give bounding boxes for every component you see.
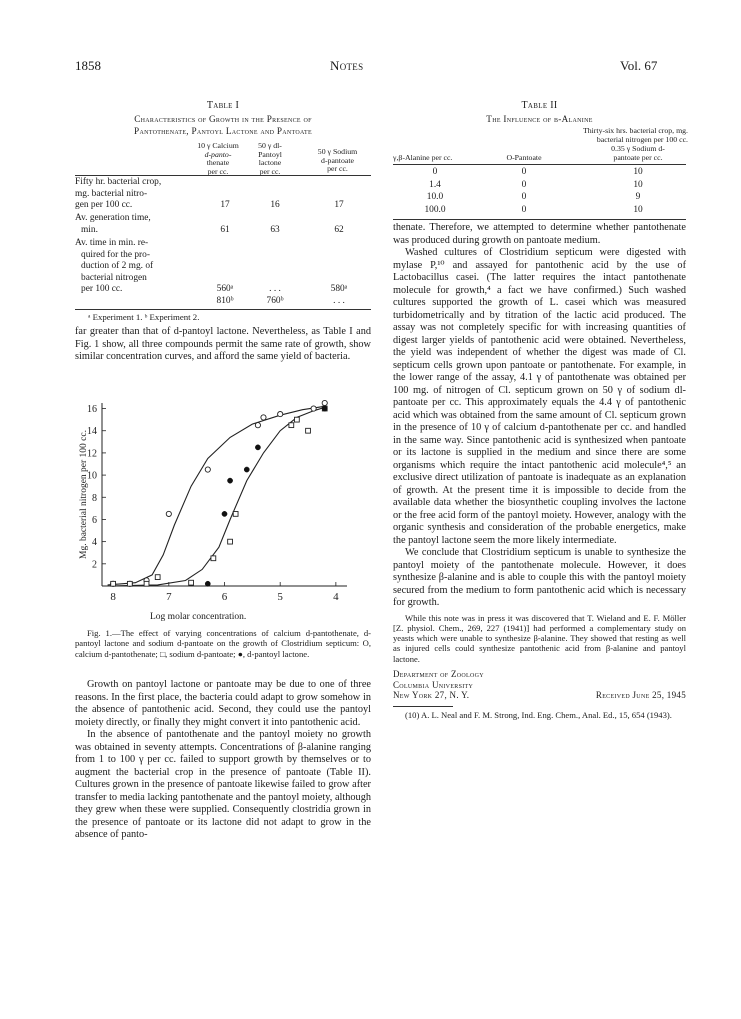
header-line: pantoate per cc. [613, 152, 663, 162]
table-2-col-header: O-Pantoate [506, 153, 542, 162]
table-2-cell: 0 [521, 204, 527, 215]
table-1-col-header [188, 142, 248, 176]
table-2-cell: 0 [521, 179, 527, 190]
label-line: mg. bacterial nitro- [75, 188, 148, 199]
affiliation-line: Columbia University [393, 679, 474, 690]
table-1-row-label [75, 213, 151, 236]
paragraph-text: We conclude that Clostridium septicum is unable to synthesize the pantoyl moiety of the pantothenate molecule. However, it does synthesize β-alanine and is able to couple this with the pantoyl moiety secured from the medium to form pantothenic acid which is necessary for growth. [393, 547, 686, 608]
table-1-title [75, 113, 371, 137]
header-line: 10 γ Calcium [197, 141, 239, 150]
running-head: Notes [330, 58, 364, 73]
label-line: per 100 cc. [81, 284, 123, 294]
point-pantoyl-lactone [244, 467, 249, 472]
label-line: Fifty hr. bacterial crop, [75, 177, 162, 187]
received-date: Received June 25, 1945 [595, 689, 686, 700]
point-pantoate [228, 539, 233, 544]
header-line: per cc. [207, 166, 229, 176]
table-rule [75, 309, 371, 310]
affiliation-line: Department of Zoology [393, 668, 484, 679]
x-tick-label: 4 [333, 591, 339, 603]
label-line: Av. generation time, [75, 213, 151, 223]
header-line: thenate [206, 158, 230, 168]
table-1-cell: 63 [270, 225, 280, 235]
table-1-cell: 580ᵃ [330, 284, 348, 294]
x-tick-label: 5 [277, 591, 283, 603]
header-line: per cc. [327, 164, 348, 174]
y-tick-label: 16 [87, 404, 97, 416]
figure-1-chart [72, 398, 372, 630]
table-2-cell: 100.0 [424, 204, 446, 215]
table-1-cell: 560ᵃ [216, 284, 234, 294]
point-pantoate [155, 575, 160, 580]
left-paragraph-1 [75, 326, 371, 364]
point-pantoate [306, 428, 311, 433]
header-line: per cc. [259, 166, 281, 176]
left-paragraph-2 [75, 679, 371, 842]
y-tick-label: 8 [92, 492, 97, 504]
table-2-cell: 1.4 [429, 179, 441, 190]
label-line: min. [81, 224, 98, 235]
y-tick-label: 4 [92, 537, 97, 549]
paragraph-text: In the absence of pantothenate and the pantoyl moiety no growth was obtained in seventy attempts. Concentrations of β-alanine ranging from 1 to 100 γ per cc. failed to support growth by themselves or to augment the bacterial crop in the presence of pantoate (Table II). Cultures grown in the presence of pantoate likewise failed to grow after transfer to media lacking pantothenate and the pantoyl moiety, although they grew when these were supplied. Consequently clostridia grown in the presence of pantoate or its lactone did not adapt to grow in the absence of panto- [75, 729, 371, 840]
point-pantoyl-lactone [255, 445, 260, 450]
affiliation [393, 669, 686, 701]
table-1-row-label [75, 238, 153, 296]
table-rule [393, 219, 686, 220]
point-pantothenate [166, 511, 171, 516]
table-1-cell: 17 [220, 200, 230, 210]
table-1-row-label [75, 177, 161, 212]
table-2-cell: 0 [521, 167, 527, 177]
note-text: While this note was in press it was discovered that T. Wieland and E. F. Möller [Z. physiol. Chem., 269, 227 (1941)] had performed a complementary study on yeasts which were unable to synthesize β-alanine. They showed that resting as well as injured cells could synthesize pantothenic acid from β-alanine and pantoyl lactone. [393, 612, 686, 664]
table-1-cell: 17 [334, 200, 344, 210]
caption-text: Fig. 1.—The effect of varying concentrations of calcium d-pantothenate, d-pantoyl lactone and sodium d-pantoate on the growth of Clostridium septicum: O, calcium d-pantothenate; □, sodium d-pantoate; ●, d-pantoyl lactone. [75, 628, 371, 659]
point-pantoate [294, 417, 299, 422]
label-line: duction of 2 mg. of [81, 261, 154, 271]
page-number: 1858 [75, 58, 101, 73]
x-tick-label: 7 [166, 591, 172, 603]
x-tick-label: 6 [221, 591, 228, 603]
point-pantoate [111, 581, 116, 586]
table-2-span-header [478, 127, 688, 144]
point-pantoate [211, 556, 216, 561]
table-1-label: Table I [206, 100, 240, 111]
y-tick-label: 6 [92, 514, 97, 526]
reference-rule [393, 706, 453, 707]
table-1-footnote: ᵃ Experiment 1. ᵇ Experiment 2. [88, 312, 200, 322]
y-tick-label: 10 [87, 470, 97, 482]
point-pantoate [144, 581, 149, 586]
table-1-title-line: Pantothenate, Pantoyl Lactone and Pantoate [134, 126, 312, 136]
table-2-cell: 10 [633, 204, 643, 215]
paragraph-text: thenate. Therefore, we attempted to determine whether pantothenate was produced during growth on pantoate medium. [393, 222, 686, 246]
table-2-label: Table II [521, 100, 558, 111]
table-1-cell: . . . [333, 296, 345, 306]
paragraph-text: far greater than that of d-pantoyl lactone. Nevertheless, as Table I and Fig. 1 show, all three compounds permit the same rate of growth, show similar concentration curves, and afford the same yield of bacteria. [75, 326, 371, 362]
point-pantoate [289, 423, 294, 428]
label-line: Av. time in min. re- [75, 238, 149, 248]
table-rule [393, 164, 686, 165]
table-1-title-line: Characteristics of Growth in the Presence of [134, 114, 312, 124]
right-column-text [393, 222, 686, 720]
label-line: quired for the pro- [81, 249, 150, 260]
table-1-col-header [245, 142, 295, 176]
y-tick-label: 14 [87, 426, 97, 438]
point-pantothenate [255, 423, 260, 428]
table-1-cell: 16 [270, 200, 280, 210]
table-1-cell: 810ᵇ [216, 296, 234, 306]
paragraph-text: Washed cultures of Clostridium septicum were digested with mylase P,¹⁰ and assayed for pantothenic acid by the use of Lactobacillus casei. (The latter requires the intact pantothenate molecule for growth,⁴ a fact we have confirmed.) Such washed cultures supported the growth of L. casei which was measured turbidometrically and by titration of the lactic acid produced. The assay was not completely specific for with increasing quantities of digest larger yields of pantothenic acid were obtained. Nevertheless, the yield was independent of whether the digest was made of Cl. septicum cells grown upon pantoate or pantothenate. For example, in the lower range of the assay, 4.1 γ of pantothenate was obtained per 100 mg. of nitrogen of Cl. septicum grown on 50 γ of sodium dl-pantoate per cc. This approximately equals the 4.4 γ of pantothenic acid which was obtained from the same amount of Cl. septicum grown in the presence of 10 γ of calcium d-pantothenate per cc. and handled in the same way. Since pantothenic acid is synthesized when pantoate or its lactone is supplied in the medium and since there are some organisms which require the intact pantothenic acid molecule⁴,⁵ an exclusive direct utilization of pantoate is inadequate as an explanation of growth. At the present time it is impossible to decide from the available data whether the biosynthetic coupling involves the lactone or the free acid form of the pantoyl moiety. However, analogy with the organic synthesis and consideration of the probable energetics, make the pantoyl lactone seem the more likely intermediate. [393, 247, 686, 546]
table-2-cell: 9 [635, 192, 641, 202]
table-2-cell: 0 [432, 167, 438, 177]
x-tick-label: 8 [110, 591, 116, 603]
header-line: Thirty-six hrs. bacterial crop, mg. [582, 126, 688, 135]
figure-1-caption [75, 628, 371, 659]
y-axis-label: Mg. bacterial nitrogen per 100 cc. [79, 430, 89, 559]
label-line: gen per 100 cc. [75, 200, 133, 210]
point-pantothenate [261, 415, 266, 420]
point-pantoyl-lactone [227, 478, 232, 483]
point-pantothenate [322, 400, 327, 405]
table-2-col-header [588, 145, 688, 162]
point-pantothenate [205, 467, 210, 472]
table-2-cell: 10.0 [426, 192, 444, 202]
table-2-title: The Influence of β-Alanine [486, 114, 593, 124]
header-line: 50 γ dl- [258, 141, 282, 150]
y-tick-label: 12 [87, 448, 97, 460]
table-2-cell: 0 [521, 192, 527, 202]
header-line: 0.35 γ Sodium d- [611, 144, 665, 153]
point-pantoate [233, 512, 238, 517]
point-pantothenate [278, 411, 283, 416]
header-line: lactone [258, 158, 282, 168]
reference-text: (10) A. L. Neal and F. M. Strong, Ind. Eng. Chem., Anal. Ed., 15, 654 (1943). [405, 709, 672, 720]
point-pantothenate [311, 406, 316, 411]
table-1-cell: 61 [220, 225, 230, 235]
table-2-cell: 10 [633, 179, 643, 190]
point-pantoyl-lactone [322, 406, 327, 411]
point-pantoyl-lactone [222, 511, 227, 516]
point-pantoate [127, 581, 132, 586]
label-line: bacterial nitrogen [81, 272, 147, 283]
table-rule [75, 175, 371, 176]
figure-1-x-label: Log molar concentration. [150, 612, 247, 622]
point-pantoyl-lactone [205, 581, 210, 586]
paragraph-text: Growth on pantoyl lactone or pantoate may be due to one of three reasons. In the first place, the bacteria could adapt to grow somehow in the absence of pantothenic acid. Second, they could use the pantoyl moiety directly, or finally they might convert it into pantothenic acid. [75, 679, 371, 728]
table-2-col-header: γ,β-Alanine per cc. [393, 153, 453, 162]
header-line: d-panto- [204, 149, 232, 159]
y-tick-label: 2 [92, 559, 97, 571]
table-1-cell: 760ᵇ [266, 296, 284, 306]
table-1-cell: 62 [334, 225, 344, 235]
table-1-cell: . . . [269, 284, 281, 294]
affiliation-line: New York 27, N. Y. [393, 690, 470, 701]
header-line: 50 γ Sodium [317, 147, 358, 156]
volume-label: Vol. 67 [620, 58, 658, 73]
table-2-cell: 10 [633, 167, 643, 177]
header-line: d-pantoate [321, 155, 354, 165]
table-1-col-header [305, 148, 370, 174]
header-line: Pantoyl [258, 149, 282, 159]
point-pantoate [189, 580, 194, 585]
header-line: bacterial nitrogen per 100 cc. [596, 134, 688, 144]
